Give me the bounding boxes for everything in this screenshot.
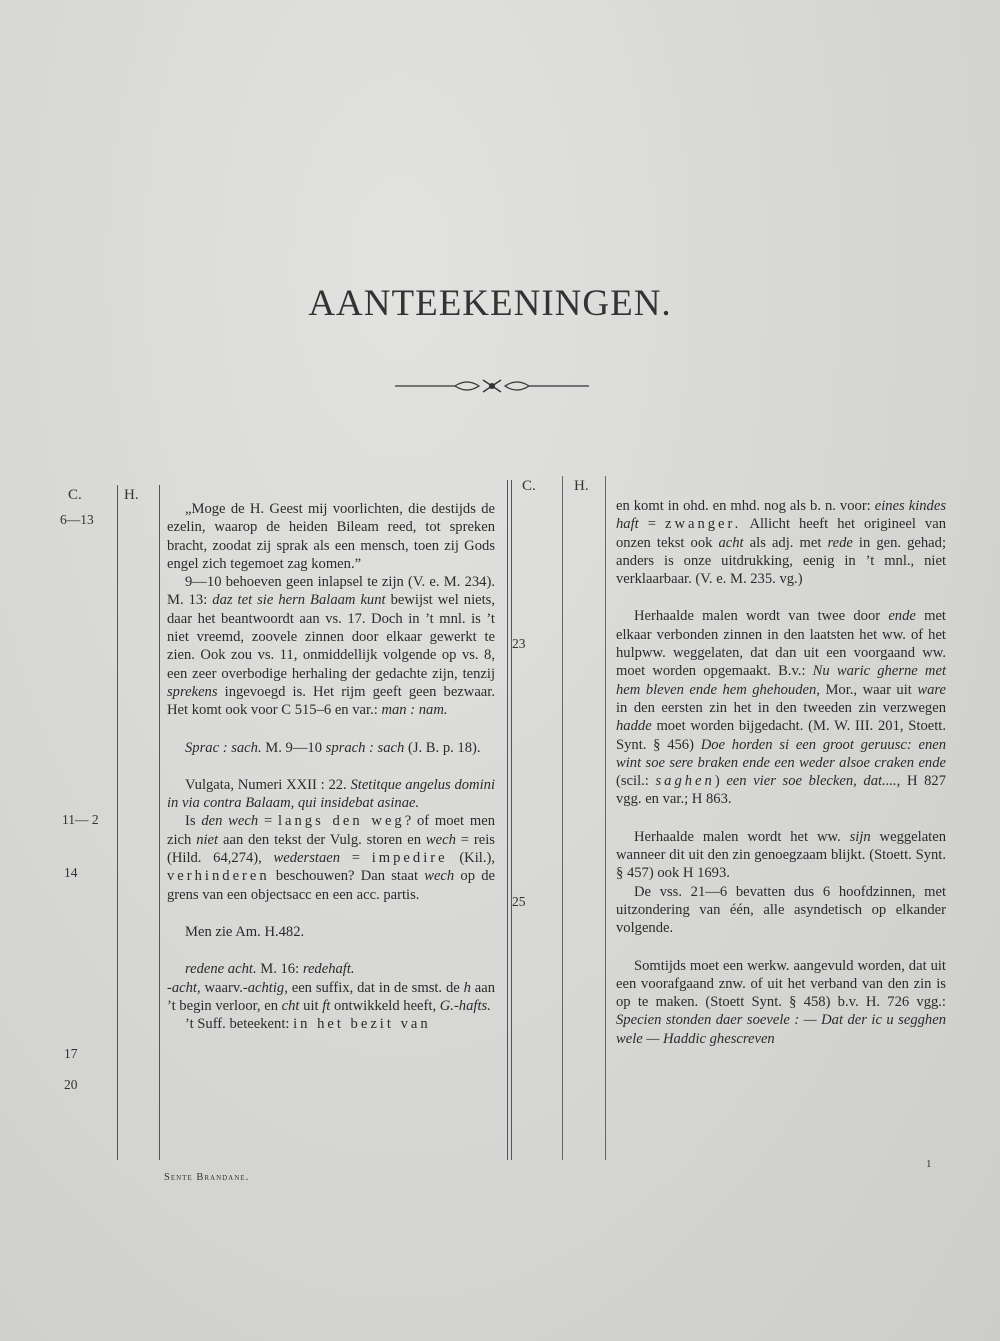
right-column-rule-2 — [605, 476, 606, 1160]
paragraph: Herhaalde malen wordt het ww. sijn weggelaten wanneer dit uit den zin genoegzaam blijkt. (Stoett. Synt. § 457) ook H 1693. — [616, 828, 946, 882]
left-text-column — [167, 500, 495, 1033]
paragraph: Somtijds moet een werkw. aangevuld worden, dat uit een voorafgaand znw. of uit het verband van den zin is op te maken. (Stoett Synt. § 458) b.v. H. 726 vgg.: Specien stonden daer soevele : — Dat der ic u segghen wele — Haddic ghescreven — [616, 957, 946, 1047]
left-margin-note: 6—13 — [60, 512, 94, 527]
paragraph: 9—10 behoeven geen inlapsel te zijn (V. e. M. 234). M. 13: daz tet sie hern Balaam kunt bewijst wel niets, daar het beantwoordt aan vs. 17. Doch in ’t mnl. is ’t niet vreemd, zoovele zinnen door elkaar gewerkt te zien. Ook zou vs. 11, onmiddellijk volgende op vs. 8, een zeer overbodige herhaling der gedachte zijn, tenzij sprekens ingevoegd is. Het rijm geeft geen bezwaar. Het komt ook voor C 515–6 en var.: man : nam. — [167, 574, 495, 719]
right-margin-note: 23 — [512, 636, 526, 651]
paragraph: en komt in ohd. en mhd. nog als b. n. voor: eines kindes haft = zwanger. Allicht heeft het origineel van onzen tekst ook acht als adj. met rede in gen. gehad; anders is onze uitdrukking, eenig in ’t mnl., niet verklaarbaar. (V. e. M. 235. vg.) — [616, 498, 946, 588]
page-number: 1 — [926, 1158, 932, 1170]
center-rule-1 — [507, 480, 508, 1160]
running-footer: Sente Brandane. — [164, 1172, 250, 1183]
paragraph: Sprac : sach. M. 9—10 sprach : sach (J. B. p. 18). — [185, 739, 481, 756]
left-margin-note: 11— 2 — [62, 812, 99, 827]
paragraph: ’t Suff. beteekent: in het bezit van — [185, 1016, 431, 1033]
paragraph: Herhaalde malen wordt van twee door ende met elkaar verbonden zinnen in den laatsten het ww. of het hulpww. weggelaten, dat dan uit een voorgaand ww. moet worden opgemaakt. B.v.: Nu waric gherne met hem bleven ende hem ghehouden, Mor., waar uit ware in den eersten zin het in den tweeden zin verzwegen hadde moet worden bijgedacht. (M. W. III. 201, Stoett. Synt. § 456) Doe horden si een groot geruusc: enen wint soe sere braken ende een weder alsoe craken ende (scil.: saghen) een vier soe blecken, dat...., H 827 vgg. en var.; H 863. — [616, 608, 947, 808]
paragraph: -acht, waarv.-achtig, een suffix, dat in de smst. de h aan ’t begin verloor, en cht uit ft ontwikkeld heeft, G.-hafts. — [167, 979, 496, 1014]
left-margin-note: 17 — [64, 1046, 78, 1061]
paragraph: redene acht. M. 16: redehaft. — [185, 961, 355, 978]
paragraph: „Moge de H. Geest mij voorlichten, die destijds de ezelin, waarop de heiden Bileam reed, tot spreken bracht, zoodat zij sprak als een mensch, toen zij Gods engel zich tegemoet zag komen.” — [167, 501, 495, 572]
ornament-rule — [395, 372, 589, 400]
left-column-rule-1 — [117, 485, 118, 1160]
paragraph: De vss. 21—6 bevatten dus 6 hoofdzinnen, met uitzondering van één, alle asyndetisch op elkander volgende. — [616, 883, 946, 937]
left-column-rule-2 — [159, 485, 160, 1160]
left-margin-note: 14 — [64, 865, 78, 880]
page-title: AANTEEKENINGEN. — [308, 283, 672, 324]
left-header-c: C. — [68, 487, 82, 503]
right-column-rule-1 — [562, 476, 563, 1160]
right-margin-note: 25 — [512, 894, 526, 909]
left-margin-note: 20 — [64, 1077, 78, 1092]
center-rule-2 — [511, 480, 512, 1160]
paragraph: Vulgata, Numeri XXII : 22. Stetitque angelus domini in via contra Balaam, qui insidebat asinae. — [167, 776, 495, 812]
right-header-c: C. — [522, 478, 536, 494]
paragraph: Is den wech = langs den weg? of moet men zich niet aan den tekst der Vulg. storen en wech = reis (Hild. 64,274), wederstaen = impedire (Kil.), verhinderen beschouwen? Dan staat wech op de grens van een objectsacc en een acc. partis. — [167, 813, 496, 903]
right-text-column — [616, 497, 946, 1048]
left-header-h: H. — [124, 487, 139, 503]
paragraph: Men zie Am. H.482. — [185, 923, 305, 940]
right-header-h: H. — [574, 478, 589, 494]
